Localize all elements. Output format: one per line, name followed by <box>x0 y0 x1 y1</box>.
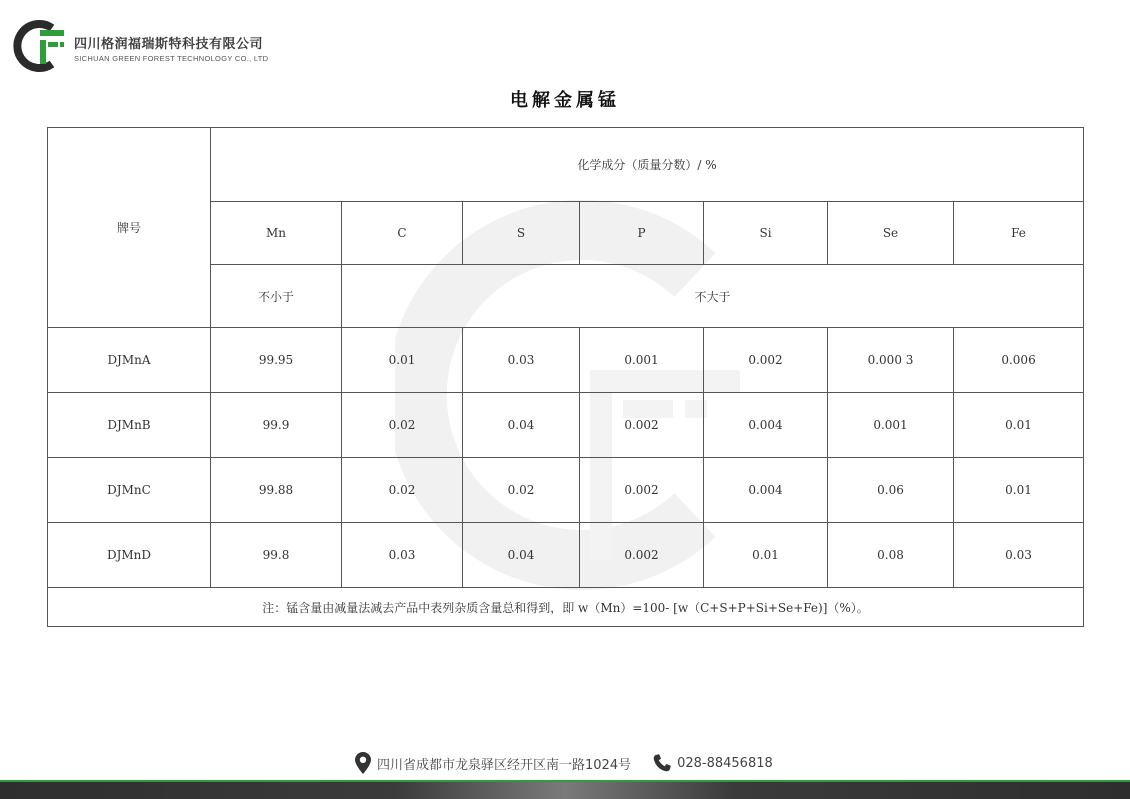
element-header-p: P <box>580 202 704 265</box>
element-header-mn: Mn <box>211 202 342 265</box>
value-cell: 0.02 <box>342 393 463 458</box>
value-cell: 0.002 <box>580 393 704 458</box>
value-cell: 0.02 <box>342 458 463 523</box>
element-header-s: S <box>463 202 580 265</box>
max-limit-label: 不大于 <box>342 265 1084 328</box>
value-cell: 0.03 <box>954 523 1084 588</box>
grade-cell: DJMnC <box>48 458 211 523</box>
value-cell: 0.000 3 <box>828 328 954 393</box>
table-row <box>48 393 1084 458</box>
footer-phone: 028-88456818 <box>677 755 773 771</box>
grade-header: 牌号 <box>48 128 211 328</box>
composition-table <box>47 127 1084 627</box>
value-cell: 99.8 <box>211 523 342 588</box>
value-cell: 0.01 <box>954 458 1084 523</box>
element-header-se: Se <box>828 202 954 265</box>
table-note: 注：锰含量由减量法减去产品中表列杂质含量总和得到，即 w（Mn）=100- [w（C+S+P+Si+Se+Fe)]（%）。 <box>48 588 1084 627</box>
element-header-fe: Fe <box>954 202 1084 265</box>
value-cell: 0.002 <box>580 523 704 588</box>
grade-cell: DJMnB <box>48 393 211 458</box>
value-cell: 0.01 <box>342 328 463 393</box>
value-cell: 99.95 <box>211 328 342 393</box>
footer-contact <box>355 752 795 774</box>
table-row <box>48 328 1084 393</box>
value-cell: 0.04 <box>463 393 580 458</box>
value-cell: 0.03 <box>463 328 580 393</box>
element-header-c: C <box>342 202 463 265</box>
value-cell: 0.004 <box>704 458 828 523</box>
value-cell: 0.001 <box>580 328 704 393</box>
value-cell: 0.006 <box>954 328 1084 393</box>
element-header-si: Si <box>704 202 828 265</box>
grade-cell: DJMnA <box>48 328 211 393</box>
value-cell: 0.002 <box>580 458 704 523</box>
value-cell: 0.02 <box>463 458 580 523</box>
phone-icon <box>653 754 671 772</box>
location-pin-icon <box>355 752 371 774</box>
table-row <box>48 523 1084 588</box>
company-logo <box>12 14 68 76</box>
footer-address: 四川省成都市龙泉驿区经开区南一路1024号 <box>377 757 632 773</box>
value-cell: 99.9 <box>211 393 342 458</box>
value-cell: 0.002 <box>704 328 828 393</box>
value-cell: 0.06 <box>828 458 954 523</box>
value-cell: 0.001 <box>828 393 954 458</box>
composition-header: 化学成分（质量分数）/ % <box>211 128 1084 202</box>
value-cell: 0.01 <box>954 393 1084 458</box>
grade-cell: DJMnD <box>48 523 211 588</box>
value-cell: 0.08 <box>828 523 954 588</box>
footer-bar <box>0 782 1130 799</box>
document-title: 电解金属锰 <box>510 90 620 111</box>
table-row <box>48 458 1084 523</box>
company-name-block <box>74 36 268 64</box>
value-cell: 0.04 <box>463 523 580 588</box>
company-name-cn: 四川格润福瑞斯特科技有限公司 <box>74 37 264 52</box>
value-cell: 0.01 <box>704 523 828 588</box>
min-limit-label: 不小于 <box>211 265 342 328</box>
value-cell: 0.004 <box>704 393 828 458</box>
value-cell: 0.03 <box>342 523 463 588</box>
value-cell: 99.88 <box>211 458 342 523</box>
company-name-en: SICHUAN GREEN FOREST TECHNOLOGY CO., LTD <box>74 54 269 63</box>
